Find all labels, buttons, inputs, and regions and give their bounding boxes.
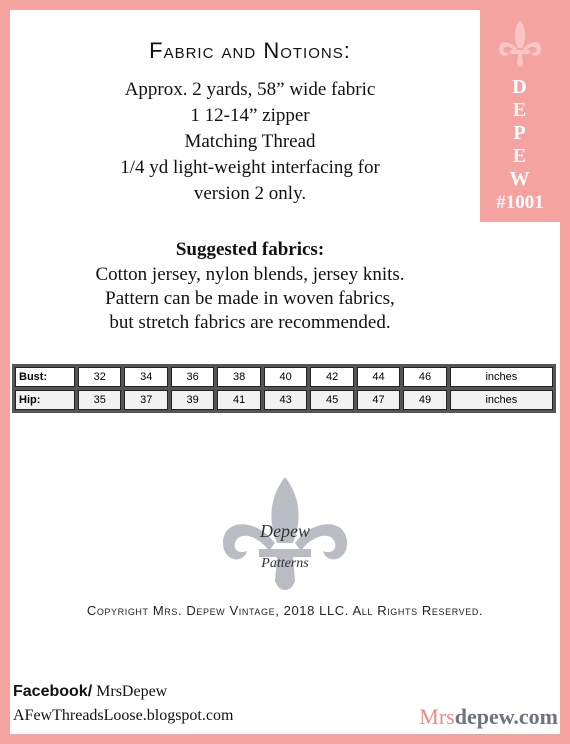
tab-letter: E <box>512 99 528 121</box>
notion-line: Matching Thread <box>184 131 316 152</box>
notion-line: 1/4 yd light-weight interfacing for <box>120 157 380 178</box>
brand-part1: Mrs <box>419 704 455 729</box>
logo-line1: Depew <box>260 521 310 541</box>
side-tab <box>480 10 560 222</box>
table-cell: 42 <box>310 367 353 387</box>
table-cell: 43 <box>264 390 307 410</box>
table-cell: 37 <box>124 390 167 410</box>
table-row <box>15 367 553 387</box>
tab-letter: D <box>512 76 528 98</box>
brand-part2: depew.com <box>454 704 558 729</box>
table-cell: 32 <box>78 367 121 387</box>
table-cell: 34 <box>124 367 167 387</box>
unit-cell: inches <box>450 390 553 410</box>
notion-line: Approx. 2 yards, 58” wide fabric <box>124 79 376 100</box>
size-table <box>12 364 556 413</box>
logo-line2: Patterns <box>261 556 309 571</box>
table-cell: 35 <box>78 390 121 410</box>
facebook-link[interactable] <box>13 683 167 701</box>
table-cell: 36 <box>171 367 214 387</box>
suggested-line: Cotton jersey, nylon blends, jersey knits. <box>95 264 405 285</box>
tab-letter: P <box>513 122 527 144</box>
suggested-line: Pattern can be made in woven fabrics, <box>105 288 395 309</box>
tab-letters <box>480 76 560 191</box>
pattern-number: #1001 <box>496 192 544 213</box>
table-cell: 49 <box>403 390 446 410</box>
depew-patterns-logo <box>215 477 355 601</box>
suggested-fabrics <box>10 263 490 335</box>
table-cell: 45 <box>310 390 353 410</box>
copyright-text: Copyright Mrs. Depew Vintage, 2018 LLC. All Rights Reserved. <box>86 603 484 618</box>
fleur-de-lis-icon <box>496 18 544 70</box>
notion-line: version 2 only. <box>193 183 307 204</box>
suggested-heading: Suggested fabrics: <box>175 239 325 260</box>
unit-cell: inches <box>450 367 553 387</box>
pattern-page <box>10 10 560 734</box>
row-label: Bust: <box>15 367 75 387</box>
row-label: Hip: <box>15 390 75 410</box>
notions-list <box>10 77 490 207</box>
table-row <box>15 390 553 410</box>
page-title: Fabric and Notions: <box>149 38 351 63</box>
table-cell: 38 <box>217 367 260 387</box>
tab-letter: E <box>512 145 528 167</box>
table-cell: 39 <box>171 390 214 410</box>
notion-line: 1 12-14” zipper <box>190 105 310 126</box>
table-cell: 46 <box>403 367 446 387</box>
table-cell: 40 <box>264 367 307 387</box>
blog-link[interactable]: AFewThreadsLoose.blogspot.com <box>13 707 234 724</box>
table-cell: 47 <box>357 390 400 410</box>
tab-letter: W <box>509 168 531 190</box>
table-cell: 44 <box>357 367 400 387</box>
facebook-handle: MrsDepew <box>92 683 168 700</box>
brand-link[interactable] <box>419 704 558 730</box>
table-cell: 41 <box>217 390 260 410</box>
suggested-line: but stretch fabrics are recommended. <box>109 312 391 333</box>
facebook-label: Facebook/ <box>13 683 93 700</box>
